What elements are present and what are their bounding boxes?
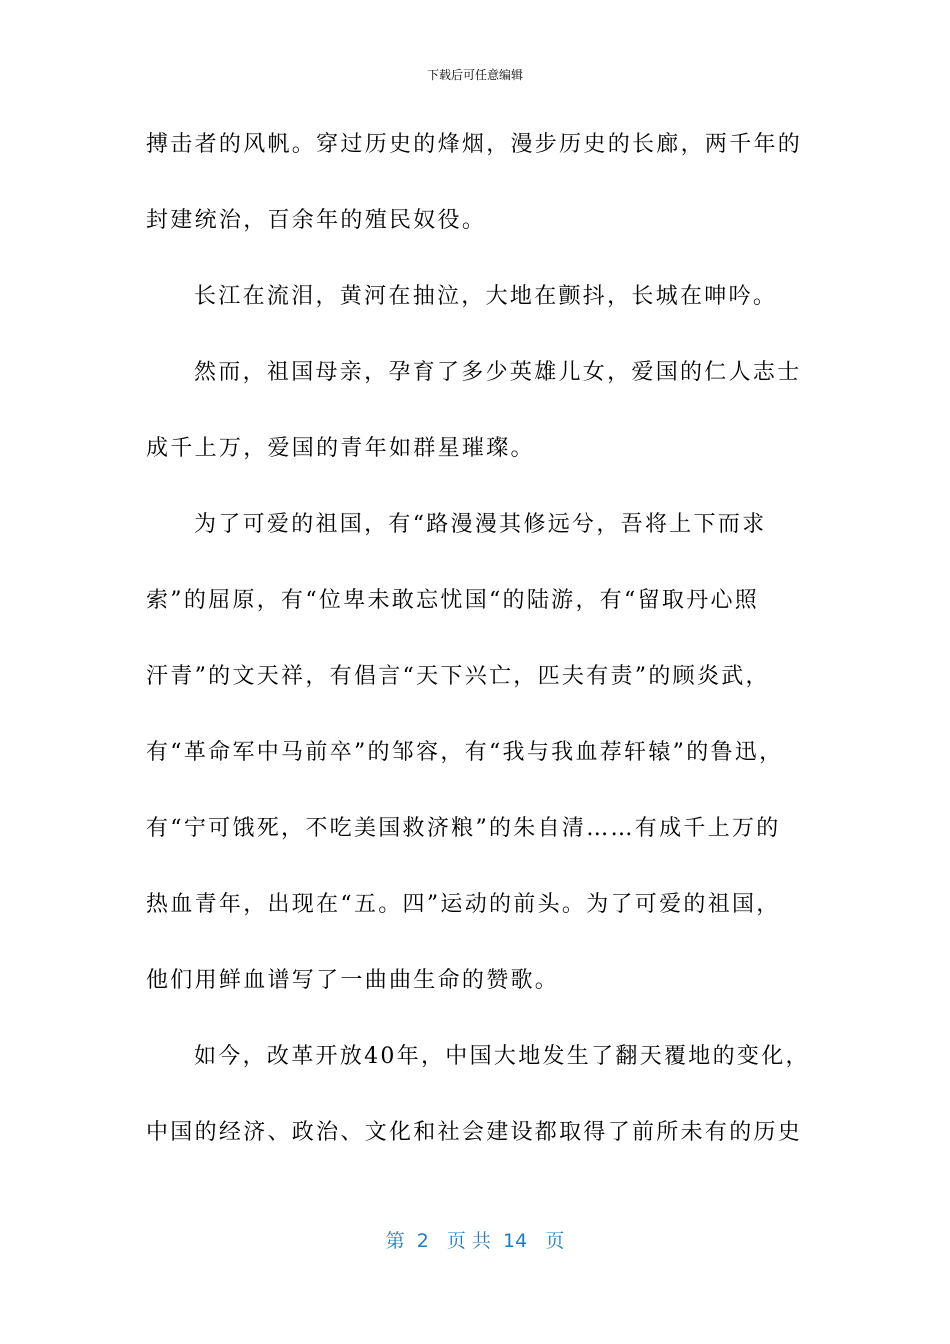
text-line: 汗青”的文天祥，有倡言“天下兴亡，匹夫有责”的顾炎武， (146, 664, 770, 689)
text-line: 中国的经济、政治、文化和社会建设都取得了前所未有的历史 (146, 1120, 803, 1145)
page-number-footer: 第 2 页 共 14 页 (385, 1230, 565, 1252)
text-line: 如今，改革开放40年，中国大地发生了翻天覆地的变化， (194, 1044, 810, 1069)
body-text (146, 124, 810, 1188)
text-line: 搏击者的风帆。穿过历史的烽烟，漫步历史的长廊，两千年的 (146, 132, 803, 157)
text-line: 他们用鲜血谱写了一曲曲生命的赞歌。 (146, 968, 560, 993)
text-line: 索”的屈原，有“位卑未敢忘忧国“的陆游，有“留取丹心照 (146, 588, 760, 613)
text-line: 有“革命军中马前卒”的邹容，有“我与我血荐轩辕”的鲁迅， (146, 740, 784, 765)
text-line: 成千上万，爱国的青年如群星璀璨。 (146, 436, 535, 461)
text-line: 有“宁可饿死，不吃美国救济粮”的朱自清……有成千上万的 (146, 816, 781, 841)
header-note: 下载后可任意编辑 (426, 68, 523, 82)
text-line: 为了可爱的祖国，有“路漫漫其修远兮，吾将上下而求 (194, 512, 767, 537)
text-line: 长江在流泪，黄河在抽泣，大地在颤抖，长城在呻吟。 (194, 284, 778, 309)
text-line: 热血青年，出现在“五。四”运动的前头。为了可爱的祖国， (146, 892, 781, 917)
text-line: 封建统治，百余年的殖民奴役。 (146, 208, 487, 233)
text-line: 然而，祖国母亲，孕育了多少英雄儿女，爱国的仁人志士 (194, 360, 802, 385)
